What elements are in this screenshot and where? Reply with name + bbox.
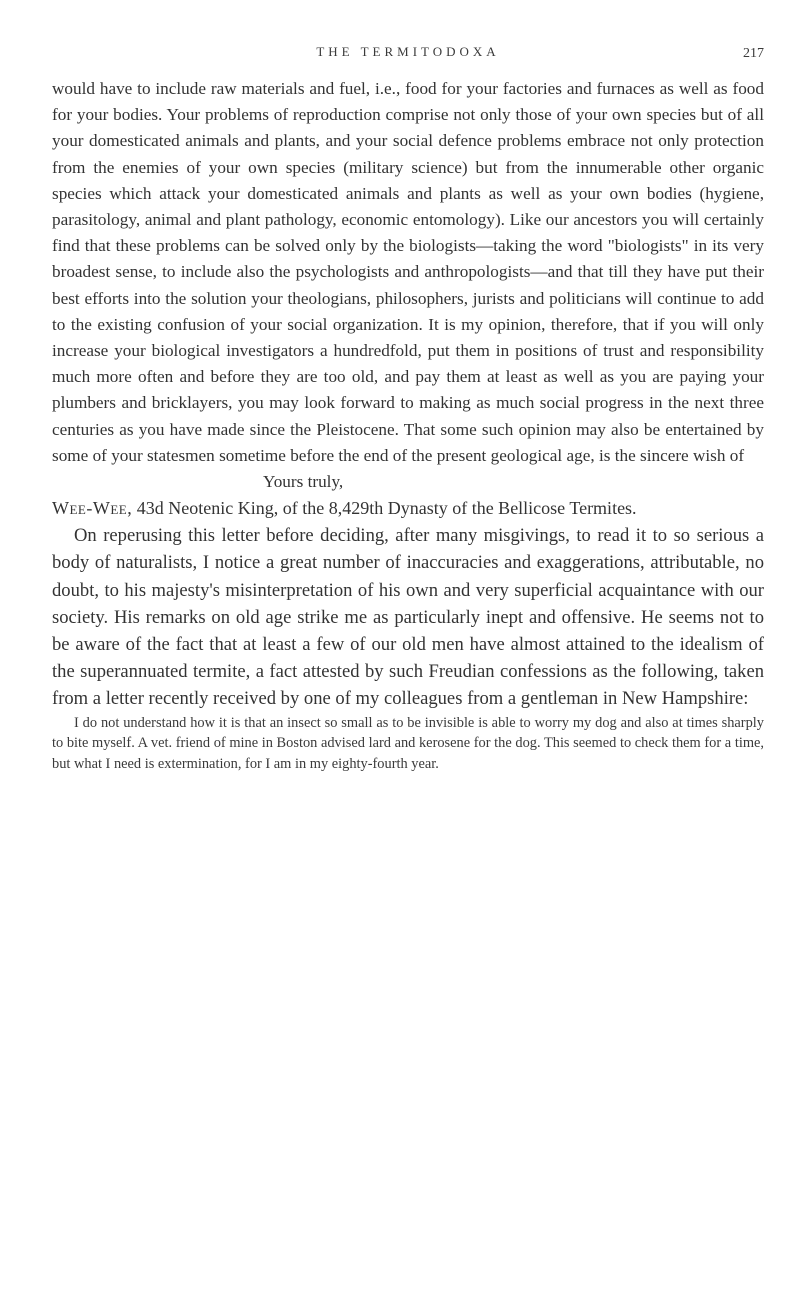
running-title: THE TERMITODOXA	[316, 44, 500, 59]
signature-name: Wee-Wee,	[52, 498, 133, 519]
running-head	[52, 44, 764, 68]
quoted-letter: I do not understand how it is that an insect so small as to be invisible is able to worry my dog and also at times sharply to bite myself. A vet. friend of mine in Boston advised lard and kerosene for the dog. This seemed to check them for a time, but what I need is extermination, for I am in my eighty-fourth year.	[52, 714, 764, 772]
letter-paragraph: would have to include raw materials and fuel, i.e., food for your factories and furnaces as well as food for your bodies. Your problems of reproduction comprise not only those of your own species but of all your domesticated animals and plants, and your social defence problems embrace not only protection from the enemies of your own species (military science) but from the innumerable other organic species which attack your domesticated animals and plants as well as your own bodies (hygiene, parasitology, animal and plant pathology, economic entomology). Like our ancestors you will certainly find that these problems can be solved only by the biologists—taking the word "biologists" in its very broadest sense, to include also the psychologists and anthropologists—and that till they have put their best efforts into the solution your theologians, philosophers, jurists and politicians will continue to add to the existing confusion of your social organization. It is my opinion, therefore, that if you will only increase your biological investigators a hundredfold, put them in positions of trust and responsibility much more often and before they are too old, and pay them at least as well as you are paying your plumbers and bricklayers, you may look forward to making as much social progress in the next three centuries as you have made since the Pleistocene. That some such opinion may also be entertained by some of your statesmen sometime before the end of the present geological age, is the sincere wish of	[52, 79, 764, 465]
signature-title: 43d Neotenic King, of the 8,429th Dynasty of the Bellicose Termites.	[136, 498, 637, 519]
page-body	[52, 76, 764, 774]
page-number: 217	[743, 46, 764, 61]
commentary-paragraph: On reperusing this letter before deciding, after many misgivings, to read it to so serious a body of naturalists, I notice a great number of inaccuracies and exaggerations, attributable, no doubt, to his majesty's misinterpretation of his own and very superficial acquaintance with our society. His remarks on old age strike me as particularly inept and offensive. He seems not to be aware of the fact that at least a few of our old men have almost attained to the idealism of the superannuated termite, a fact attested by such Freudian confessions as the following, taken from a letter recently received by one of my colleagues from a gentleman in New Hampshire:	[52, 525, 764, 710]
letter-closing: Yours truly,	[263, 472, 344, 492]
letter-signature	[52, 495, 764, 522]
